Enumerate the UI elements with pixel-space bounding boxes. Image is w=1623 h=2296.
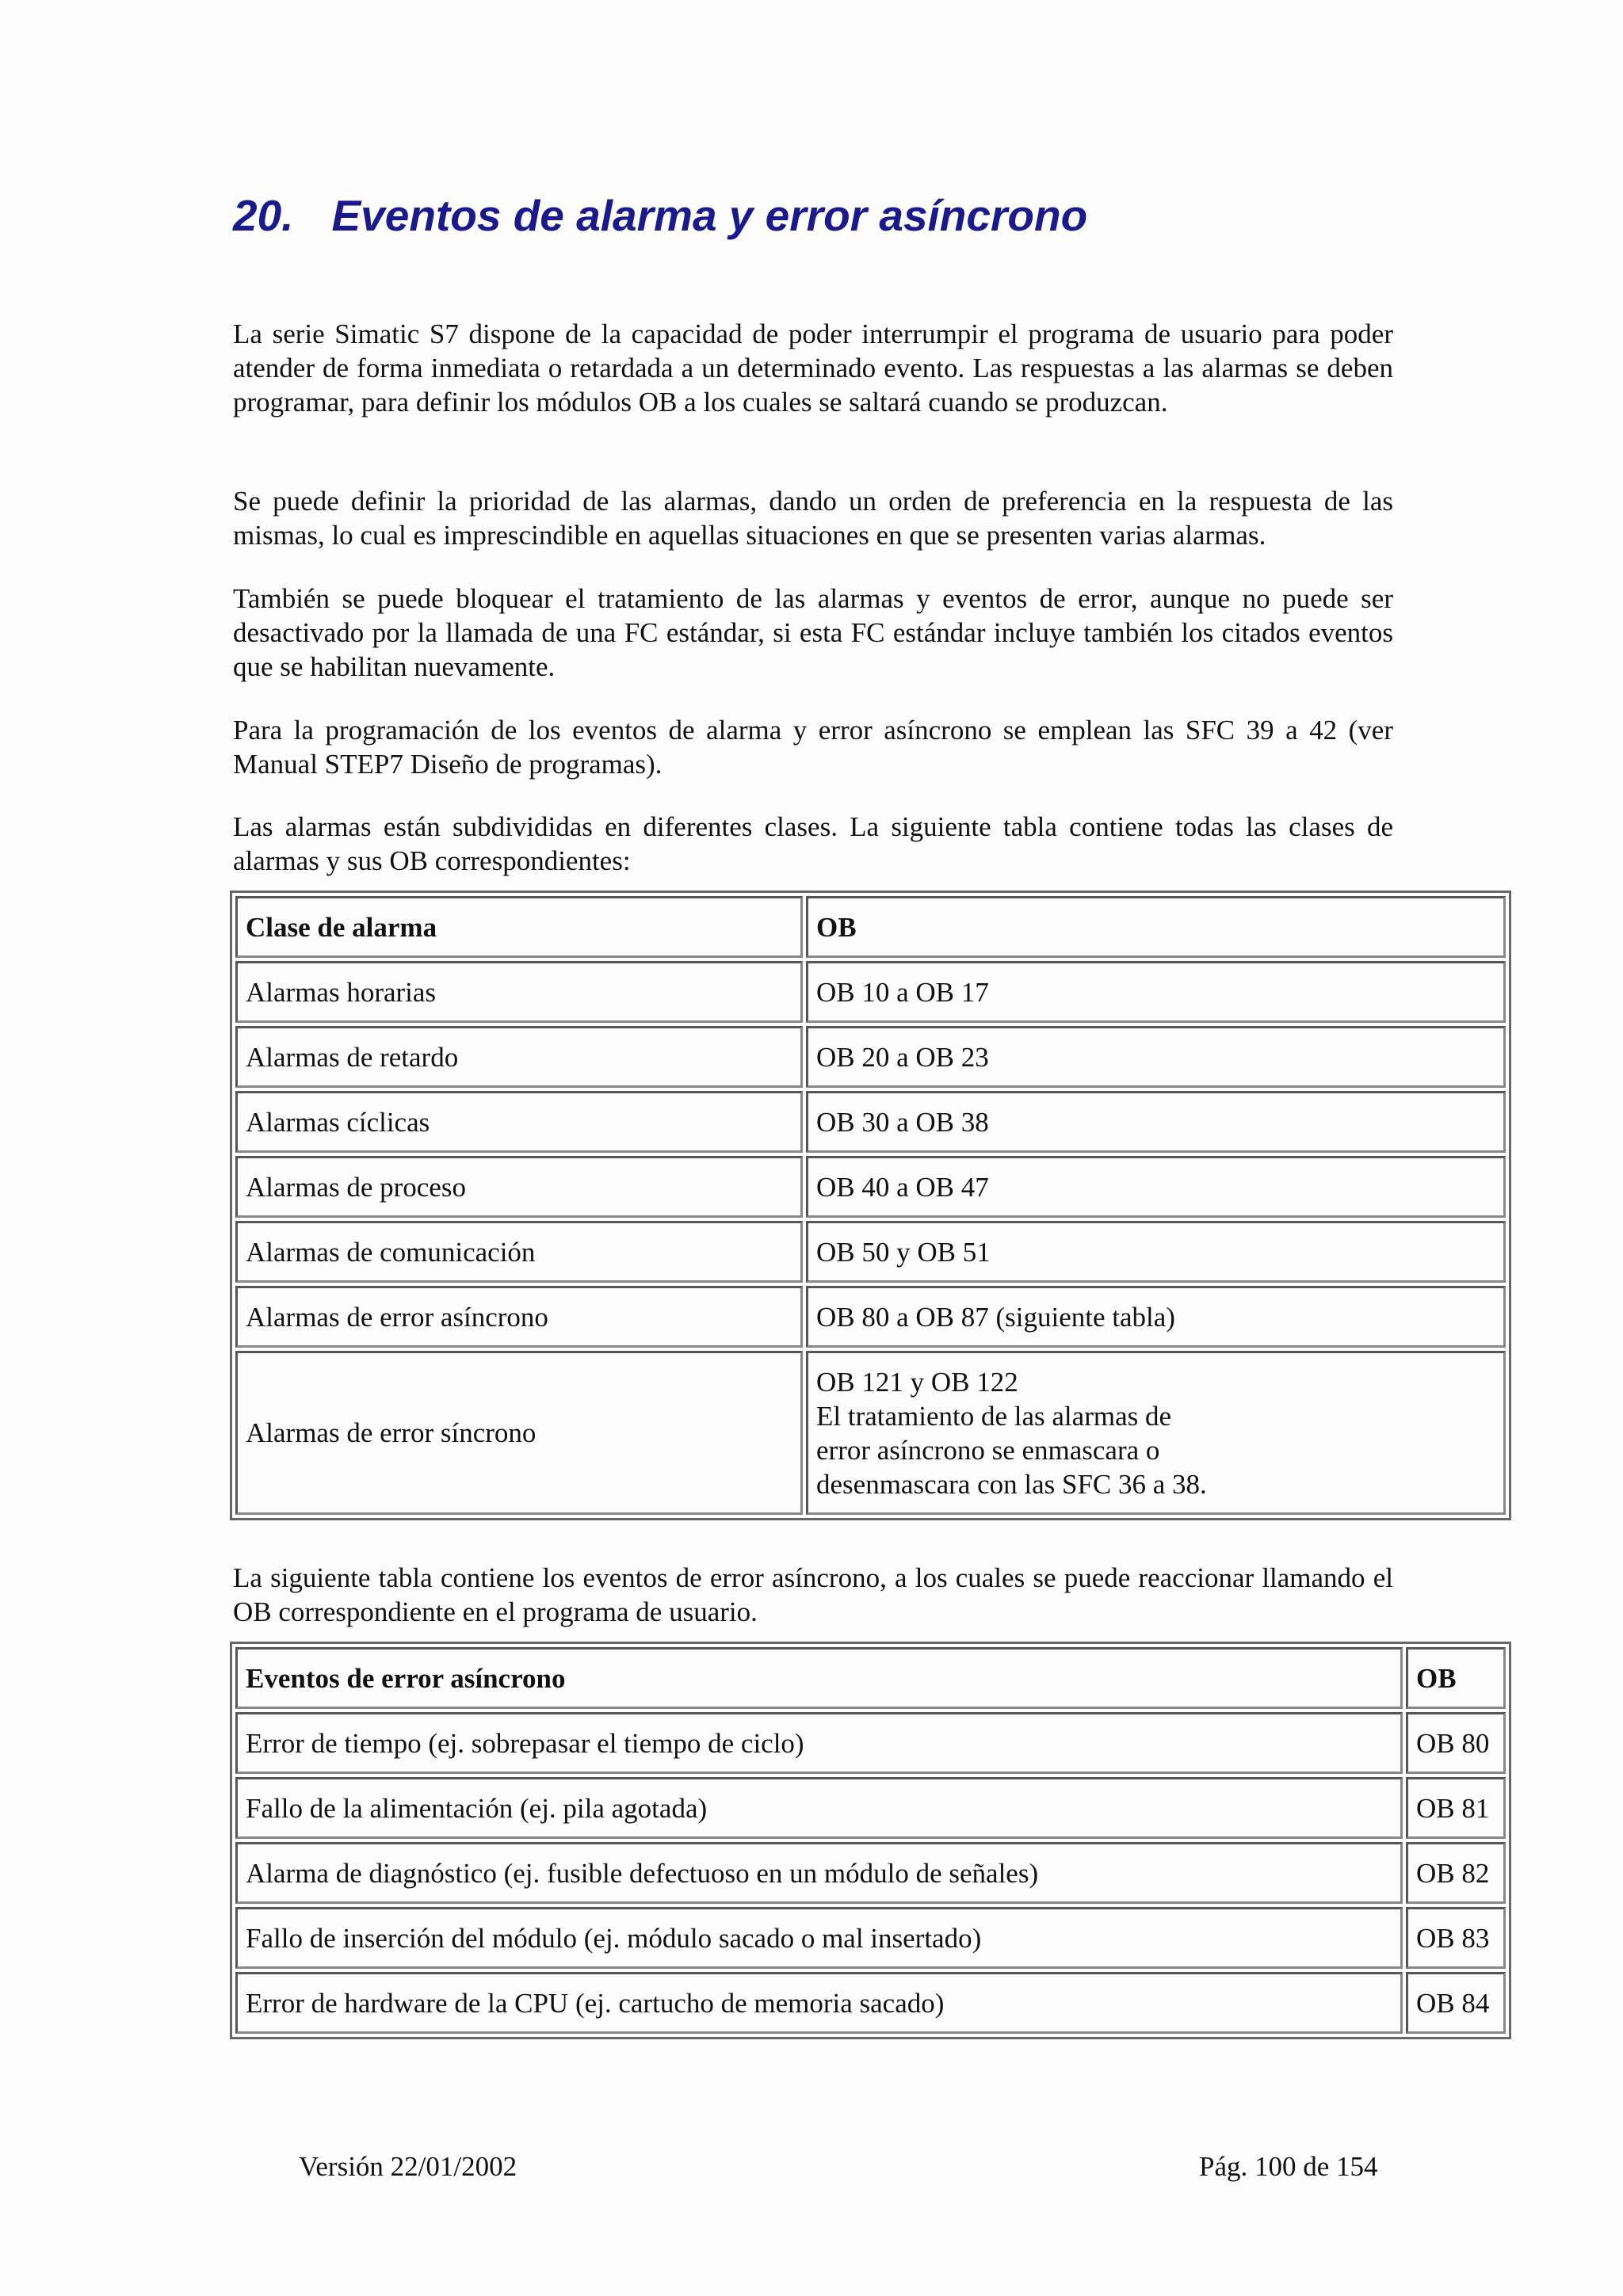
- table-cell: Fallo de la alimentación (ej. pila agotada): [235, 1777, 1403, 1839]
- table-row: [235, 1091, 1506, 1153]
- paragraph-error-events: La siguiente tabla contiene los eventos de error asíncrono, a los cuales se puede reaccionar llamando el OB correspondiente en el programa de usuario.: [233, 1562, 1393, 1627]
- paragraph-intro: La serie Simatic S7 dispone de la capacidad de poder interrumpir el programa de usuario para poder atender de forma inmediata o retardada a un determinado evento. Las respuestas a las alarmas se deben programar, para definir los módulos OB a los cuales se saltará cuando se produzcan.: [233, 318, 1393, 418]
- table-row: [235, 1286, 1506, 1348]
- section-title: Eventos de alarma y error asíncrono: [331, 191, 1088, 240]
- table-header-cell: OB: [1406, 1647, 1506, 1709]
- table-cell: Fallo de inserción del módulo (ej. módulo sacado o mal insertado): [235, 1907, 1403, 1969]
- table-cell: Alarmas horarias: [235, 961, 803, 1023]
- table-header-cell: Eventos de error asíncrono: [235, 1647, 1403, 1709]
- paragraph-blocking: También se puede bloquear el tratamiento de las alarmas y eventos de error, aunque no puede ser desactivado por la llamada de una FC estándar, si esta FC estándar incluye también los citados eventos que se habilitan nuevamente.: [233, 583, 1393, 682]
- section-number: 20.: [233, 191, 294, 240]
- note-line: error asíncrono se enmascara o: [816, 1434, 1160, 1466]
- table-cell: OB 40 a OB 47: [806, 1156, 1506, 1218]
- table-cell: Alarmas cíclicas: [235, 1091, 803, 1153]
- table-header-cell: Clase de alarma: [235, 896, 803, 958]
- paragraph-priority: Se puede definir la prioridad de las alarmas, dando un orden de preferencia en la respuesta de las mismas, lo cual es imprescindible en aquellas situaciones en que se presenten varias alarmas.: [233, 486, 1393, 551]
- table-header-row: [235, 896, 1506, 958]
- paragraph-classes: Las alarmas están subdivididas en diferentes clases. La siguiente tabla contiene todas las clases de alarmas y sus OB correspondientes:: [233, 811, 1393, 876]
- table-cell: OB 20 a OB 23: [806, 1026, 1506, 1088]
- table-cell: Alarmas de retardo: [235, 1026, 803, 1088]
- table-cell: Alarmas de error síncrono: [235, 1351, 803, 1515]
- table-cell: OB 80 a OB 87 (siguiente tabla): [806, 1286, 1506, 1348]
- table-cell: Alarmas de proceso: [235, 1156, 803, 1218]
- footer-page-number: Pág. 100 de 154: [1199, 2151, 1378, 2182]
- table-row: [235, 1712, 1506, 1774]
- footer-version: Versión 22/01/2002: [299, 2151, 517, 2182]
- table-row: [235, 1972, 1506, 2034]
- table-header-cell: OB: [806, 896, 1506, 958]
- table-cell: OB 84: [1406, 1972, 1506, 2034]
- table-cell: OB 80: [1406, 1712, 1506, 1774]
- table-cell: OB 81: [1406, 1777, 1506, 1839]
- table-row: [235, 1156, 1506, 1218]
- table-cell: Error de hardware de la CPU (ej. cartucho de memoria sacado): [235, 1972, 1403, 2034]
- table-row: [235, 1842, 1506, 1904]
- table-cell-multiline: [806, 1351, 1506, 1515]
- table-cell: OB 50 y OB 51: [806, 1221, 1506, 1283]
- table-row: [235, 1221, 1506, 1283]
- table-cell: OB 83: [1406, 1907, 1506, 1969]
- table-row: [235, 1026, 1506, 1088]
- table-cell: OB 10 a OB 17: [806, 961, 1506, 1023]
- note-line: desenmascara con las SFC 36 a 38.: [816, 1468, 1207, 1500]
- section-heading: [233, 190, 1087, 241]
- table-cell: OB 30 a OB 38: [806, 1091, 1506, 1153]
- table-row: [235, 961, 1506, 1023]
- table-cell: Alarma de diagnóstico (ej. fusible defectuoso en un módulo de señales): [235, 1842, 1403, 1904]
- table-cell: Alarmas de error asíncrono: [235, 1286, 803, 1348]
- error-event-table: [230, 1642, 1511, 2039]
- alarm-class-table: [230, 891, 1511, 1520]
- table-cell: OB 82: [1406, 1842, 1506, 1904]
- table-header-row: [235, 1647, 1506, 1709]
- table-row: [235, 1351, 1506, 1515]
- paragraph-programming: Para la programación de los eventos de alarma y error asíncrono se emplean las SFC 39 a 42 (ver Manual STEP7 Diseño de programas).: [233, 715, 1393, 780]
- ob-range-line: OB 121 y OB 122: [816, 1366, 1018, 1398]
- table-cell: Alarmas de comunicación: [235, 1221, 803, 1283]
- table-row: [235, 1777, 1506, 1839]
- note-line: El tratamiento de las alarmas de: [816, 1400, 1172, 1432]
- table-cell: Error de tiempo (ej. sobrepasar el tiempo de ciclo): [235, 1712, 1403, 1774]
- table-row: [235, 1907, 1506, 1969]
